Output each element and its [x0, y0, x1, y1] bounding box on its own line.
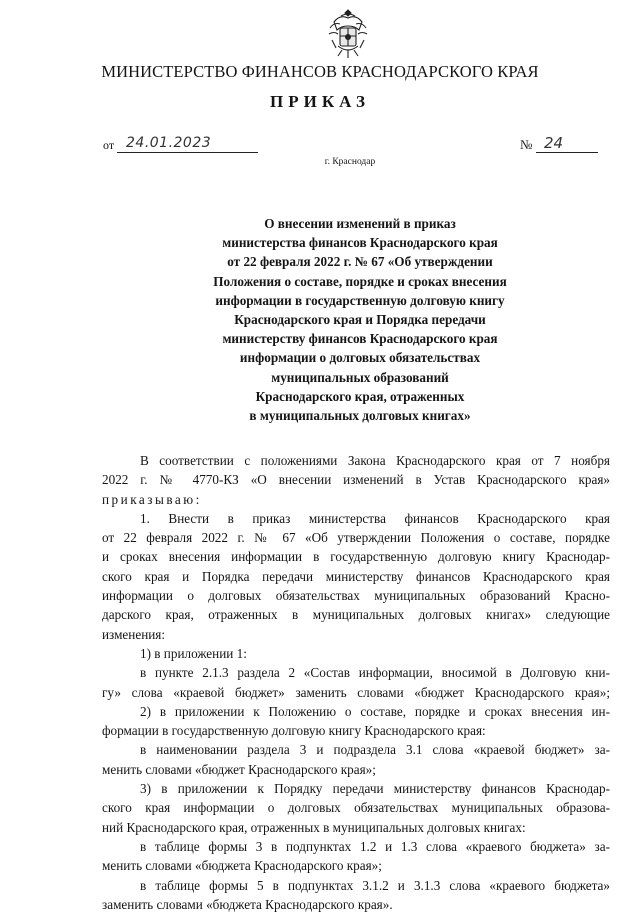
body-line: 1. Внести в приказ министерства финансов Краснодарского края [140, 510, 610, 526]
body-line: приказываю: [102, 491, 202, 507]
body-line: в таблице формы 3 в подпунктах 1.2 и 1.3 слова «краевого бюджета» за- [140, 838, 610, 854]
document-heading [0, 214, 640, 425]
heading-line: министерству финансов Краснодарского края [222, 331, 498, 347]
heading-line: Краснодарского края и Порядка передачи [234, 312, 486, 328]
number-underline [536, 152, 598, 153]
number-prefix-label: № [520, 137, 533, 152]
body-line: формации в государственную долговую книгу Краснодарского края: [102, 723, 486, 739]
heading-line: министерства финансов Краснодарского края [222, 235, 498, 251]
coat-of-arms-emblem [326, 6, 370, 60]
document-body [102, 451, 610, 914]
heading-line: от 22 февраля 2022 г. № 67 «Об утверждении [227, 254, 493, 270]
date-value-handwritten: 24.01.2023 [126, 135, 212, 151]
date-underline [117, 152, 258, 153]
heading-line: Положения о составе, порядке и сроках внесения [213, 273, 507, 289]
body-line: заменить словами «бюджета Краснодарского края». [102, 896, 393, 912]
body-line: в пункте 2.1.3 раздела 2 «Состав информации, вносимой в Долговую кни- [140, 665, 610, 681]
heading-line: Краснодарского края, отраженных [255, 388, 465, 404]
body-line: В соответствии с положениями Закона Краснодарского края от 7 ноября [140, 453, 610, 468]
body-line: в наименовании раздела 3 и подраздела 3.1 слова «краевой бюджет» за- [140, 742, 610, 758]
body-line: менить словами «бюджет Краснодарского края»; [102, 761, 376, 777]
body-line: дарского края, отраженных в муниципальных долговых книгах» следующие [102, 607, 610, 623]
ministry-name: МИНИСТЕРСТВО ФИНАНСОВ КРАСНОДАРСКОГО КРАЯ [101, 62, 539, 81]
body-line: 2) в приложении к Положению о составе, порядке и сроках внесения ин- [140, 703, 610, 719]
date-prefix-label: от [103, 138, 115, 152]
heading-line: информации в государственную долговую книгу [215, 292, 505, 308]
body-line: ского края информации о долговых обязательствах муниципальных образова- [102, 800, 610, 816]
body-line: 2022 г. № 4770-КЗ «О внесении изменений в Устав Краснодарского края» [102, 472, 610, 488]
body-line: от 22 февраля 2022 г. № 67 «Об утверждении Положения о составе, порядке [102, 530, 610, 546]
body-line: 1) в приложении 1: [140, 645, 247, 661]
heading-line: муниципальных образований [271, 369, 449, 385]
body-line: гу» слова «краевой бюджет» заменить словами «бюджет Краснодарского края»; [102, 684, 610, 700]
body-line: ний Краснодарского края, отраженных в муниципальных долговых книгах: [102, 819, 526, 835]
body-line: в таблице формы 5 в подпунктах 3.1.2 и 3.1.3 слова «краевого бюджета» [140, 877, 610, 893]
body-line: информации о долговых обязательствах муниципальных образований Красно- [102, 588, 610, 604]
heading-line: в муниципальных долговых книгах» [249, 408, 471, 424]
body-line: 3) в приложении к Порядку передачи министерству финансов Краснодар- [140, 781, 610, 797]
body-line: ского края и Порядка передачи министерству финансов Краснодарского края [102, 568, 610, 584]
city-label: г. Краснодар [324, 157, 376, 167]
heading-line: О внесении изменений в приказ [264, 216, 456, 231]
body-line: менить словами «бюджета Краснодарского края»; [102, 858, 382, 874]
body-line: и сроках внесения информации в государственную долговую книгу Краснодар- [102, 549, 610, 565]
heading-line: информации о долговых обязательствах [239, 350, 481, 366]
document-type-title: ПРИКАЗ [270, 92, 370, 111]
body-line: изменения: [102, 626, 166, 642]
number-value-handwritten: 24 [544, 134, 564, 152]
